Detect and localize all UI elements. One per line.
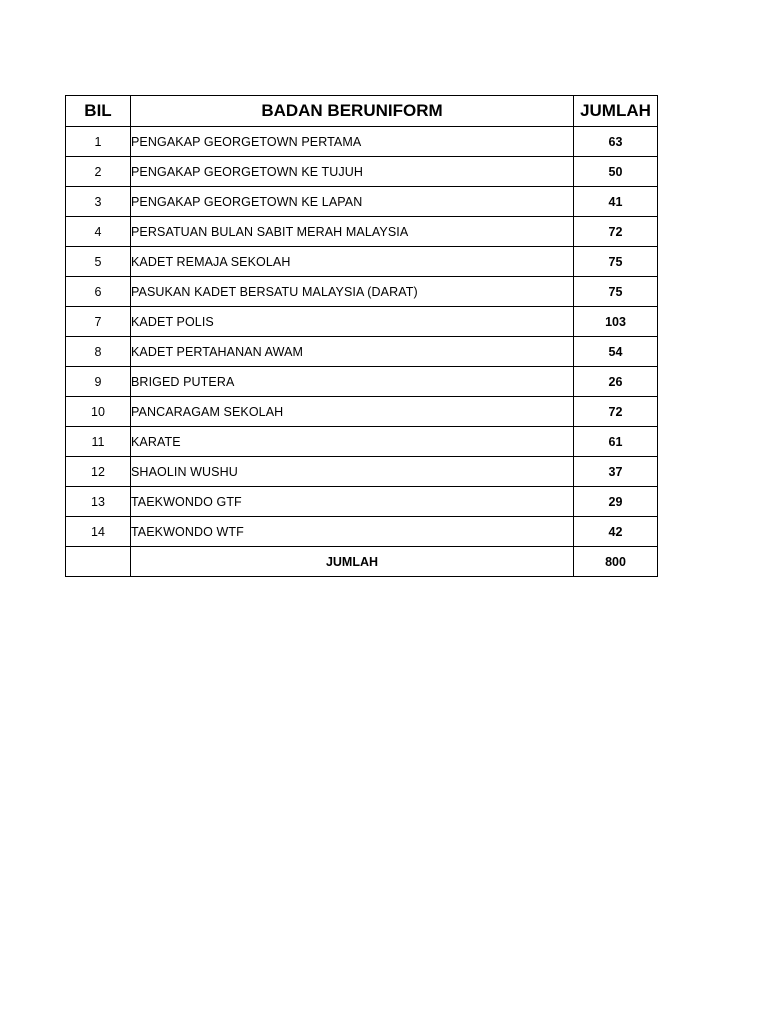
row-total: 72 xyxy=(574,217,658,247)
row-name: KADET PERTAHANAN AWAM xyxy=(131,337,574,367)
table-row xyxy=(66,127,658,157)
row-total: 37 xyxy=(574,457,658,487)
row-total: 42 xyxy=(574,517,658,547)
row-name: PANCARAGAM SEKOLAH xyxy=(131,397,574,427)
table-row xyxy=(66,157,658,187)
table-row xyxy=(66,397,658,427)
header-name: BADAN BERUNIFORM xyxy=(131,96,574,127)
table-row xyxy=(66,187,658,217)
table-header-row xyxy=(66,96,658,127)
total-row-empty-cell xyxy=(66,547,131,577)
row-total: 63 xyxy=(574,127,658,157)
table-row xyxy=(66,367,658,397)
row-name: TAEKWONDO WTF xyxy=(131,517,574,547)
row-bil: 8 xyxy=(66,337,131,367)
row-bil: 9 xyxy=(66,367,131,397)
row-bil: 12 xyxy=(66,457,131,487)
table-row xyxy=(66,307,658,337)
table-total-row xyxy=(66,547,658,577)
row-name: PERSATUAN BULAN SABIT MERAH MALAYSIA xyxy=(131,217,574,247)
row-total: 61 xyxy=(574,427,658,457)
row-total: 41 xyxy=(574,187,658,217)
table-row xyxy=(66,247,658,277)
row-name: KADET POLIS xyxy=(131,307,574,337)
row-bil: 3 xyxy=(66,187,131,217)
table-row xyxy=(66,487,658,517)
table-row xyxy=(66,337,658,367)
row-bil: 5 xyxy=(66,247,131,277)
row-name: PASUKAN KADET BERSATU MALAYSIA (DARAT) xyxy=(131,277,574,307)
row-bil: 10 xyxy=(66,397,131,427)
row-total: 75 xyxy=(574,247,658,277)
row-name: PENGAKAP GEORGETOWN KE LAPAN xyxy=(131,187,574,217)
table-row xyxy=(66,427,658,457)
row-name: BRIGED PUTERA xyxy=(131,367,574,397)
table-body xyxy=(66,127,658,547)
row-total: 50 xyxy=(574,157,658,187)
row-bil: 11 xyxy=(66,427,131,457)
row-bil: 6 xyxy=(66,277,131,307)
header-bil: BIL xyxy=(66,96,131,127)
table-row xyxy=(66,457,658,487)
row-bil: 1 xyxy=(66,127,131,157)
row-name: TAEKWONDO GTF xyxy=(131,487,574,517)
row-name: KARATE xyxy=(131,427,574,457)
total-row-value: 800 xyxy=(574,547,658,577)
uniform-bodies-table xyxy=(65,95,658,577)
row-total: 72 xyxy=(574,397,658,427)
total-row-label: JUMLAH xyxy=(131,547,574,577)
row-bil: 7 xyxy=(66,307,131,337)
row-bil: 2 xyxy=(66,157,131,187)
table-row xyxy=(66,517,658,547)
table-row xyxy=(66,217,658,247)
row-name: PENGAKAP GEORGETOWN PERTAMA xyxy=(131,127,574,157)
table-row xyxy=(66,277,658,307)
row-bil: 4 xyxy=(66,217,131,247)
row-total: 29 xyxy=(574,487,658,517)
row-total: 103 xyxy=(574,307,658,337)
row-name: KADET REMAJA SEKOLAH xyxy=(131,247,574,277)
row-total: 75 xyxy=(574,277,658,307)
row-name: PENGAKAP GEORGETOWN KE TUJUH xyxy=(131,157,574,187)
header-total: JUMLAH xyxy=(574,96,658,127)
row-total: 26 xyxy=(574,367,658,397)
row-name: SHAOLIN WUSHU xyxy=(131,457,574,487)
row-bil: 13 xyxy=(66,487,131,517)
row-total: 54 xyxy=(574,337,658,367)
row-bil: 14 xyxy=(66,517,131,547)
